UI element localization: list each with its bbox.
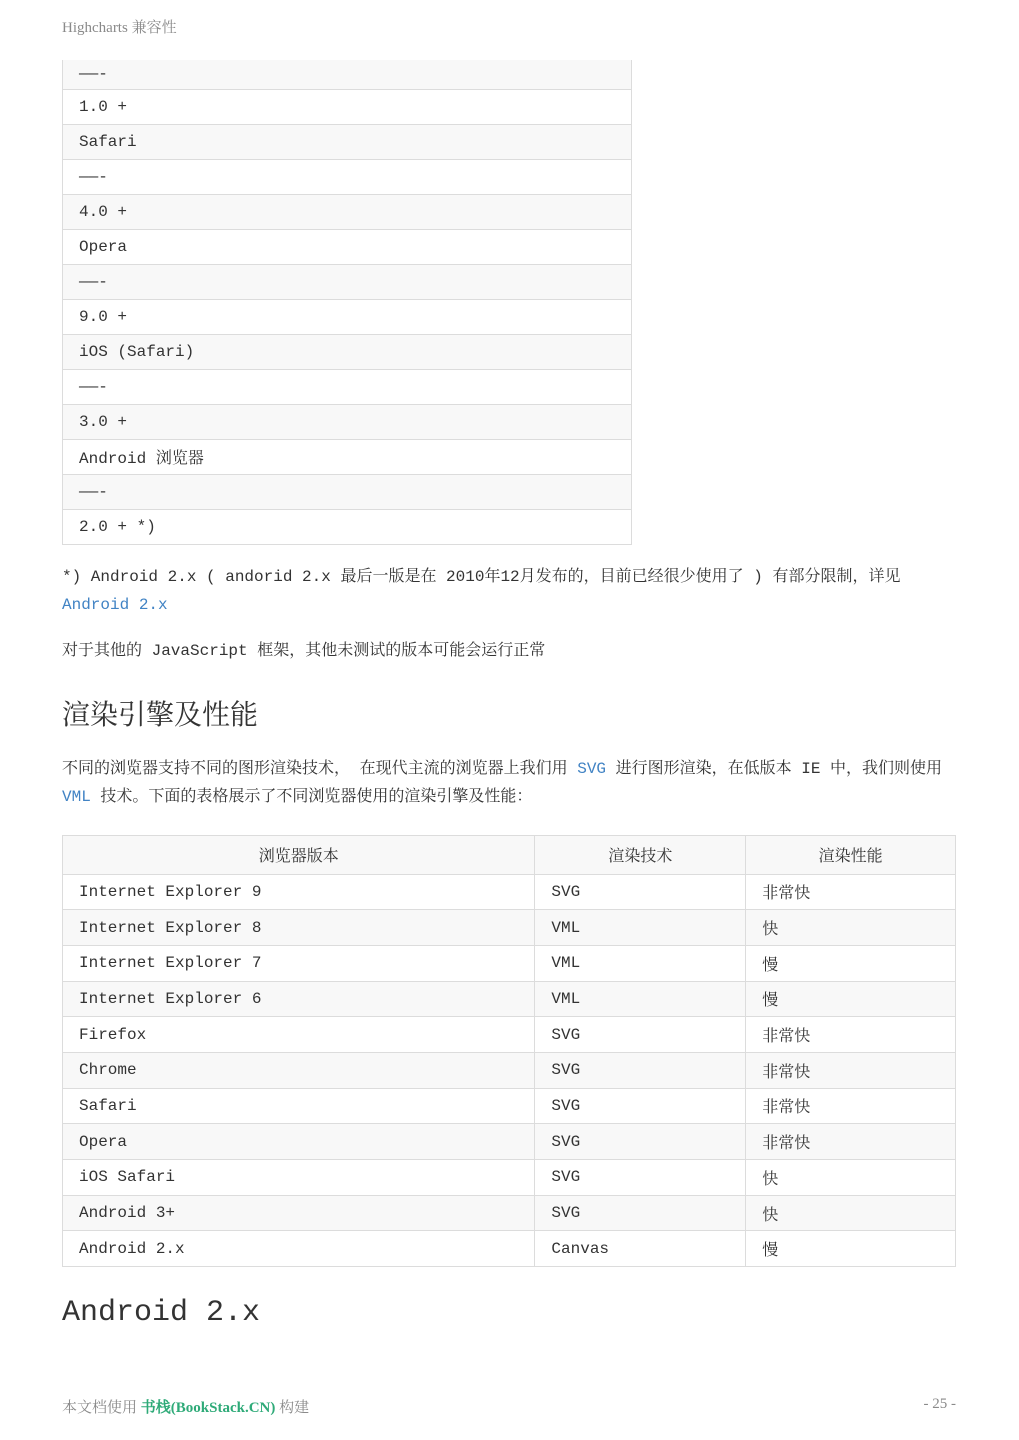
table-row	[63, 474, 632, 509]
table-row	[63, 509, 632, 544]
table-cell: Android 浏览器	[63, 439, 632, 474]
table-row	[63, 124, 632, 159]
section-heading-android: Android 2.x	[62, 1296, 261, 1331]
table-row	[63, 874, 956, 910]
engine-cell: SVG	[535, 1160, 746, 1196]
table-row	[63, 1195, 956, 1231]
vml-link[interactable]: VML	[62, 787, 91, 806]
table-row	[63, 1052, 956, 1088]
engine-cell: VML	[535, 910, 746, 946]
performance-cell: 快	[746, 910, 956, 946]
browser-cell: Android 3+	[63, 1195, 535, 1231]
browser-cell: Internet Explorer 7	[63, 945, 535, 981]
performance-cell: 非常快	[746, 1017, 956, 1053]
other-frameworks-paragraph: 对于其他的 JavaScript 框架，其他未测试的版本可能会运行正常	[62, 641, 546, 660]
performance-cell: 快	[746, 1160, 956, 1196]
table-row	[63, 334, 632, 369]
page-content	[62, 60, 956, 1331]
performance-cell: 非常快	[746, 1088, 956, 1124]
section-heading-render: 渲染引擎及性能	[62, 697, 259, 731]
table-cell: 3.0 +	[63, 404, 632, 439]
performance-cell: 快	[746, 1195, 956, 1231]
table-row	[63, 439, 632, 474]
render-intro-paragraph	[62, 755, 956, 811]
table-cell: 1.0 +	[63, 89, 632, 124]
engine-cell: SVG	[535, 1017, 746, 1053]
column-header-performance: 渲染性能	[746, 835, 956, 874]
table-row	[63, 910, 956, 946]
column-header-engine: 渲染技术	[535, 835, 746, 874]
browser-cell: iOS Safari	[63, 1160, 535, 1196]
browser-cell: Android 2.x	[63, 1231, 535, 1267]
table-header-row	[63, 835, 956, 874]
table-row	[63, 60, 632, 89]
engine-cell: SVG	[535, 1088, 746, 1124]
engine-cell: SVG	[535, 1195, 746, 1231]
intro-text-1: 不同的浏览器支持不同的图形渲染技术， 在现代主流的浏览器上我们用	[62, 759, 568, 778]
table-row	[63, 1124, 956, 1160]
table-cell: ——-	[63, 369, 632, 404]
browser-cell: Chrome	[63, 1052, 535, 1088]
footer-suffix: 构建	[279, 1400, 310, 1416]
table-row	[63, 229, 632, 264]
engine-cell: Canvas	[535, 1231, 746, 1267]
table-row	[63, 159, 632, 194]
table-cell: ——-	[63, 474, 632, 509]
running-header: Highcharts 兼容性	[62, 20, 177, 36]
performance-cell: 非常快	[746, 874, 956, 910]
browser-cell: Internet Explorer 9	[63, 874, 535, 910]
table-row	[63, 981, 956, 1017]
engine-cell: SVG	[535, 1052, 746, 1088]
page-number: - 25 -	[923, 1396, 956, 1412]
table-cell: Safari	[63, 124, 632, 159]
table-row	[63, 1231, 956, 1267]
column-header-browser: 浏览器版本	[63, 835, 535, 874]
intro-text-2: 进行图形渲染，在低版本 IE 中，我们则使用	[615, 759, 943, 778]
browser-cell: Firefox	[63, 1017, 535, 1053]
table-row	[63, 1160, 956, 1196]
table-row	[63, 404, 632, 439]
render-table	[62, 835, 956, 1268]
engine-cell: VML	[535, 945, 746, 981]
table-cell: iOS (Safari)	[63, 334, 632, 369]
table-row	[63, 945, 956, 981]
table-cell: Opera	[63, 229, 632, 264]
table-cell: 4.0 +	[63, 194, 632, 229]
svg-link[interactable]: SVG	[577, 759, 607, 778]
intro-text-3: 技术。下面的表格展示了不同浏览器使用的渲染引擎及性能：	[100, 787, 533, 806]
browser-cell: Safari	[63, 1088, 535, 1124]
engine-cell: VML	[535, 981, 746, 1017]
page-footer	[62, 1396, 956, 1417]
engine-cell: SVG	[535, 1124, 746, 1160]
table-row	[63, 89, 632, 124]
browser-cell: Internet Explorer 6	[63, 981, 535, 1017]
table-row	[63, 264, 632, 299]
browser-cell: Internet Explorer 8	[63, 910, 535, 946]
table-cell: ——-	[63, 264, 632, 299]
performance-cell: 慢	[746, 981, 956, 1017]
footnote-paragraph	[62, 563, 956, 619]
table-row	[63, 299, 632, 334]
compat-table	[62, 60, 632, 545]
footer-prefix: 本文档使用	[62, 1400, 138, 1416]
browser-cell: Opera	[63, 1124, 535, 1160]
performance-cell: 非常快	[746, 1052, 956, 1088]
table-row	[63, 194, 632, 229]
table-row	[63, 1088, 956, 1124]
table-cell: 2.0 + *)	[63, 509, 632, 544]
engine-cell: SVG	[535, 874, 746, 910]
table-row	[63, 369, 632, 404]
footnote-text: *) Android 2.x ( andorid 2.x 最后一版是在 2010年12月发布的，目前已经很少使用了 ) 有部分限制，详见	[62, 567, 901, 586]
table-cell: ——-	[63, 60, 632, 89]
table-row	[63, 1017, 956, 1053]
performance-cell: 非常快	[746, 1124, 956, 1160]
performance-cell: 慢	[746, 1231, 956, 1267]
performance-cell: 慢	[746, 945, 956, 981]
table-cell: 9.0 +	[63, 299, 632, 334]
android-2x-link[interactable]: Android 2.x	[62, 595, 168, 614]
table-cell: ——-	[63, 159, 632, 194]
bookstack-link[interactable]: 书栈(BookStack.CN)	[140, 1400, 276, 1416]
